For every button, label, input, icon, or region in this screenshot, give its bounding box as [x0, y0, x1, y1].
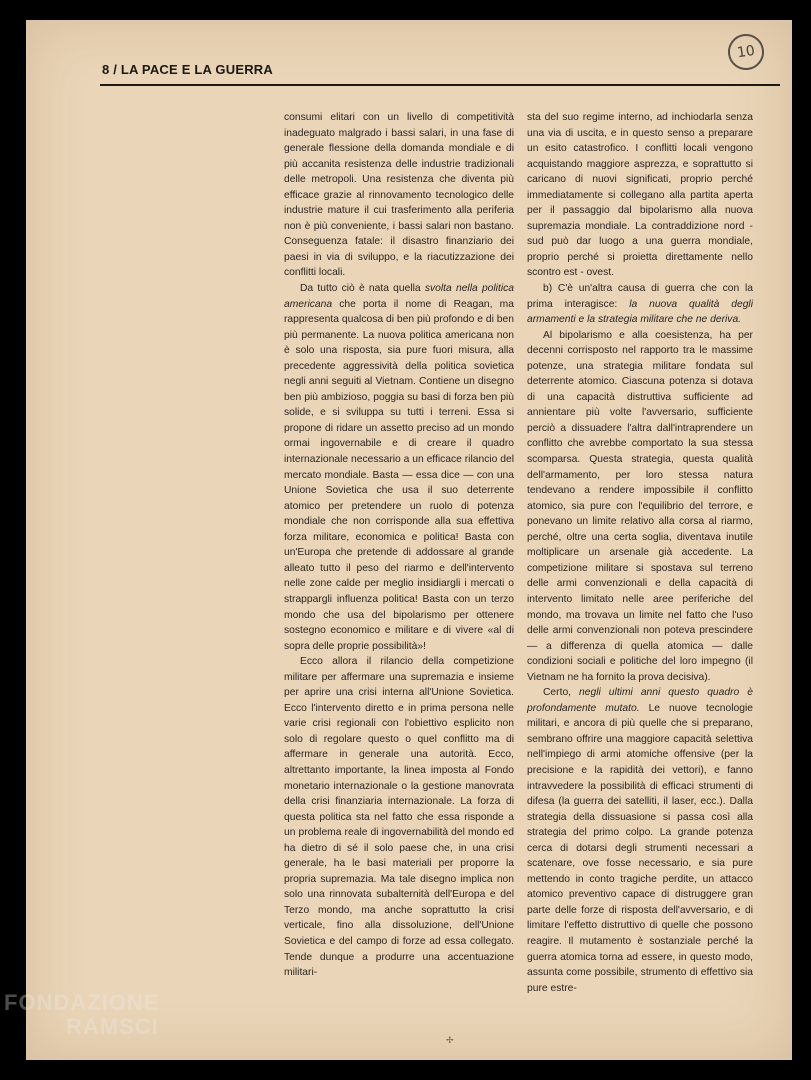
text-column-right: [527, 110, 753, 996]
text-column-left: [284, 110, 514, 981]
page-header-title: 8 / LA PACE E LA GUERRA: [102, 62, 273, 77]
archive-watermark: [4, 992, 159, 1038]
watermark-line-1: FONDAZIONE: [4, 990, 160, 1015]
header-rule: [100, 84, 780, 86]
paragraph: Da tutto ciò è nata quella svolta nella politica americana che porta il nome di Reagan, ma rappresenta qualcosa di ben più profondo e di ben più permanente. La nuova politica americana non è solo una risposta, sia pure fuori misura, alla precedente aggressività della politica sovietica negli anni seguiti al Vietnam. Contiene un disegno ben più ambizioso, poggia su basi di forza ben più solide, e si sviluppa su tutti i terreni. Essa si propone di ridare un assetto preciso ad un mondo ormai ingovernabile e di creare il quadro internazionale necessario a un efficace rilancio del mercato mondiale. Basta — essa dice — con una Unione Sovietica che usa il suo deterrente atomico per pretendere un ruolo di potenza mondiale che non corrisponde alla sua effettiva forza militare, economica e politica! Basta con un'Europa che pretende di addossare al grande alleato tutto il peso del riarmo e dell'intervento nelle zone calde per meglio insidiargli i mercati o strappargli influenza politica! Basta con un terzo mondo che usa del bipolarismo per ottenere sostegno economico e militare e di vivere «al di sopra delle proprie possibilità»!: [284, 283, 514, 652]
handwritten-page-number: 10: [726, 32, 767, 73]
fold-mark: ✢: [446, 1036, 454, 1046]
paragraph: Ecco allora il rilancio della competizione militare per affermare una supremazia e insieme per aprire una crisi interna all'Unione Sovietica. Ecco l'intervento diretto e in prima persona nelle varie crisi regionali con l'obiettivo esplicito non solo di regolare questo o quel conflitto ma di affermare in generale una autorità. Ecco, altrettanto importante, la linea imposta al Fondo monetario internazionale o la gestione manovrata della crisi finanziaria internazionale. La forza di questa politica sta nel fatto che essa risponde a un problema reale di ingovernabilità del mondo ed ha dietro di sé il solo paese che, in una crisi generale, ha le basi materiali per proporre la propria supremazia. Ma tale disegno implica non solo una rinnovata subalternità dell'Europa e del Terzo mondo, ma anche soprattutto la crisi verticale, fino alla dissoluzione, dell'Unione Sovietica e del campo di forze ad essa collegato. Tende dunque a produrre una accentuazione militari-: [284, 656, 514, 979]
paragraph: Certo, negli ultimi anni questo quadro è profondamente mutato. Le nuove tecnologie militari, e ancora di più quelle che si preparano, sembrano offrire una maggiore capacità selettiva nell'impiego di armi atomiche offensive (per la precisione e la rapidità dei vettori), e fanno intravvedere la possibilità di efficaci strumenti di difesa (la guerra dei satelliti, il laser, ecc.). Dalla strategia della dissuasione si passa così alla strategia del primo colpo. La grande potenza cerca di dotarsi degli strumenti necessari a scatenare, ove fosse necessario, e sia pure mettendo in conto tragiche perdite, un attacco atomico preventivo capace di distruggere gran parte delle forze di risposta dell'avversario, e di limitare l'effetto distruttivo di quelle che possono reagire. Il mutamento è sostanziale perché la guerra atomica torna ad essere, in questo modo, assunta come possibile, strumento di effettivo sia pure estre-: [527, 687, 753, 994]
paragraph: Al bipolarismo e alla coesistenza, ha per decenni corrisposto nel rapporto tra le massime potenze, una strategia militare fondata sul deterrente atomico. Ciascuna potenza si dotava di una capacità distruttiva sufficiente ad annientare più volte l'avversario, sufficiente perciò a dissuadere l'altra dall'intraprendere un conflitto che avrebbe comportato la sua stessa scomparsa. Questa strategia, questa qualità dell'armamento, per loro stessa natura tendevano a rendere impossibile il conflitto atomico, sia pure con l'equilibrio del terrore, e ponevano un limite relativo alla corsa al riarmo, perché, oltre una certa soglia, diventava inutile moltiplicare un arsenale già accedente. La competizione militare si spostava sul terreno delle armi convenzionali e della capacità di intervento limitato nelle aree periferiche del mondo, ma trovava un limite nel fatto che l'uso delle armi convenzionali non poteva prescindere — a differenza di quella atomica — dalle condizioni sociali e politiche del loro impegno (il Vietnam ne ha fornito la prova decisiva).: [527, 329, 753, 683]
paragraph: b) C'è un'altra causa di guerra che con la prima interagisce: la nuova qualità degli armamenti e la strategia militare che ne deriva.: [527, 283, 754, 326]
paragraph: consumi elitari con un livello di competitività inadeguato malgrado i bassi salari, in una fase di generale flessione della domanda mondiale e di più accanita resistenza delle industrie tradizionali delle metropoli. Una resistenza che diventa più efficace grazie al rinnovamento tecnologico delle industrie mature il cui trasferimento alla periferia non è più conveniente, i bassi salari non bastano. Conseguenza fatale: il disastro finanziario dei paesi in via di sviluppo, e la riacutizzazione dei conflitti locali.: [284, 112, 514, 279]
watermark-line-2: RAMSCI: [66, 1014, 159, 1039]
paragraph: sta del suo regime interno, ad inchiodarla senza una via di uscita, e in questo senso a preparare un esito catastrofico. I conflitti locali vengono acquistando maggiore asprezza, e soprattutto si caricano di nuovi significati, proprio perché immediatamente si collegano alla partita aperta per il passaggio dal bipolarismo alla nuova supremazia mondiale. La contraddizione nord - sud può dar luogo a una guerra mondiale, proprio perché si proietta direttamente nello scontro est - ovest.: [527, 112, 753, 279]
